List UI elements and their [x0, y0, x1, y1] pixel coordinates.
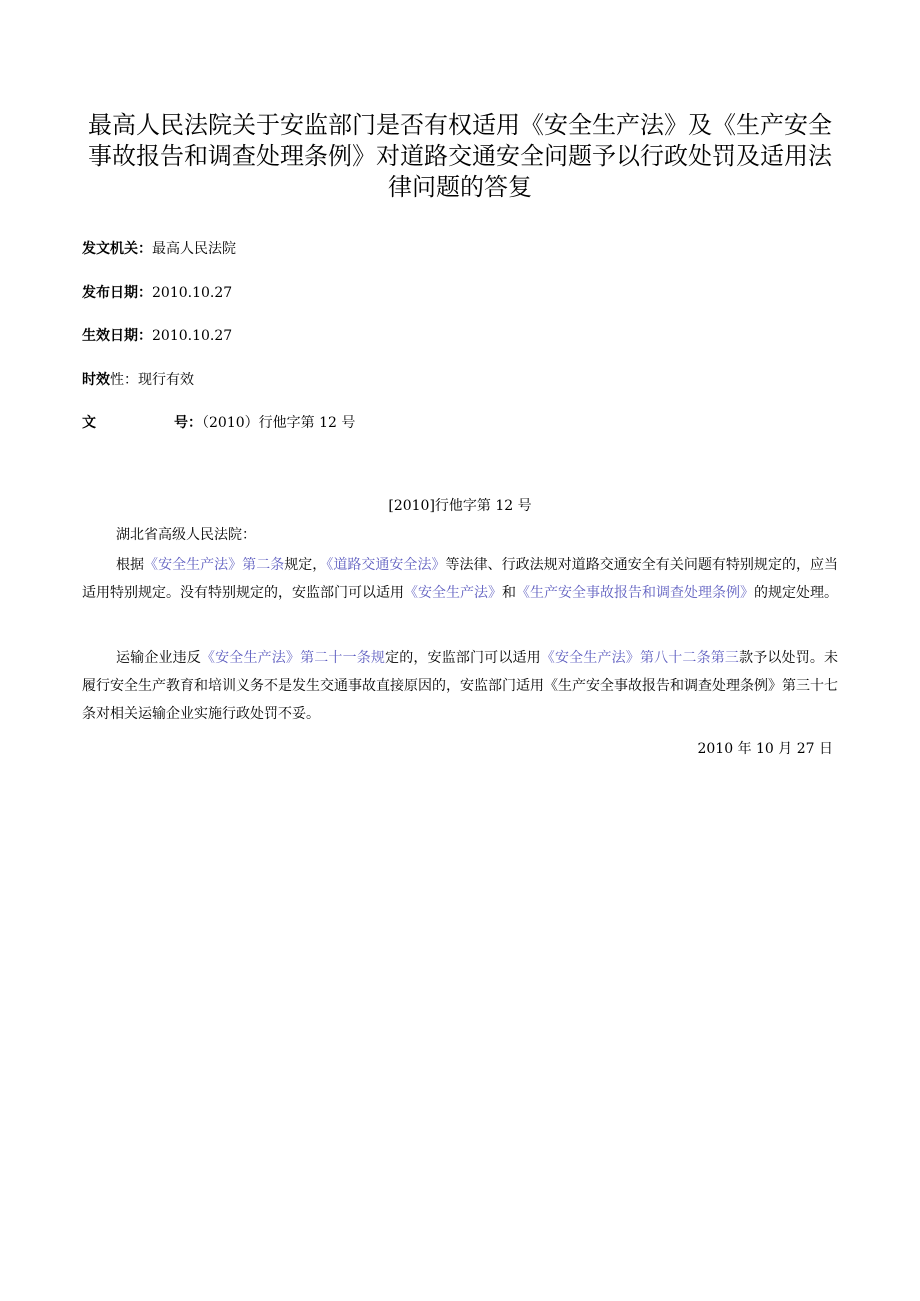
doc-number-colon: ：: [188, 415, 202, 431]
p1-text-1: 根据: [116, 557, 145, 573]
p2-text-2: 定的，安监部门可以适用: [385, 650, 541, 666]
paragraph-1: [82, 551, 838, 607]
doc-number-value: （2010）行他字第 12 号: [202, 415, 356, 431]
p1-text-5: 的规定处理。: [754, 585, 838, 601]
meta-publish-date-row: [82, 283, 232, 303]
salutation: 湖北省高级人民法院：: [116, 527, 256, 543]
meta-doc-number-row: [82, 413, 355, 433]
link-accident-regulation[interactable]: 《生产安全事故报告和调查处理条例》: [516, 585, 754, 601]
validity-label-rest: 性：: [110, 372, 138, 388]
meta-effective-date-row: [82, 326, 232, 346]
paragraph-2: [82, 644, 838, 728]
effective-date-colon: ：: [138, 328, 152, 344]
document-title: 最高人民法院关于安监部门是否有权适用《安全生产法》及《生产安全事故报告和调查处理条例》对道路交通安全问题予以行政处罚及适用法律问题的答复: [88, 111, 832, 201]
publish-date-label: 发布日期: [82, 285, 138, 301]
validity-label-bold: 时效: [82, 372, 110, 388]
link-safety-law-article-82[interactable]: 《安全生产法》第八十二条第三: [540, 650, 740, 666]
body-doc-number: [2010]行他字第 12 号: [388, 498, 532, 514]
doc-number-label-second: 号: [174, 415, 188, 431]
p2-text-1: 运输企业违反: [116, 650, 201, 666]
p1-text-4: 和: [502, 585, 516, 601]
p1-text-3: 等法律、行政法规对道路交通安全有关问题有特别规定的，应当适用特别规定。没有特别规定的，安监部门可以适用: [82, 557, 839, 601]
link-road-traffic-safety-law[interactable]: 《道路交通安全法》: [326, 557, 446, 573]
issuer-colon: ：: [138, 241, 152, 257]
issuer-label: 发文机关: [82, 241, 138, 257]
issuer-value: 最高人民法院: [152, 241, 236, 257]
meta-validity-row: [82, 370, 194, 390]
date-line: 2010 年 10 月 27 日: [697, 741, 833, 757]
publish-date-colon: ：: [138, 285, 152, 301]
p2-text-3: 款予以处罚。未履行安全生产教育和培训义务不是发生交通事故直接原因的，安监部门适用《生产安全事故报告和调查处理条例》第三十七条对相关运输企业实施行政处罚不妥。: [82, 650, 839, 722]
effective-date-label: 生效日期: [82, 328, 138, 344]
effective-date-value: 2010.10.27: [152, 328, 233, 344]
link-safety-law-article-21[interactable]: 《安全生产法》第二十一条规: [200, 650, 386, 666]
publish-date-value: 2010.10.27: [152, 285, 233, 301]
p1-text-2: 规定，: [284, 557, 327, 573]
link-safety-law[interactable]: 《安全生产法》: [404, 585, 502, 601]
meta-issuer-row: [82, 239, 236, 259]
link-safety-law-article-2[interactable]: 《安全生产法》第二条: [144, 557, 285, 573]
doc-number-label-first: 文: [82, 415, 96, 431]
validity-value: 现行有效: [138, 372, 194, 388]
